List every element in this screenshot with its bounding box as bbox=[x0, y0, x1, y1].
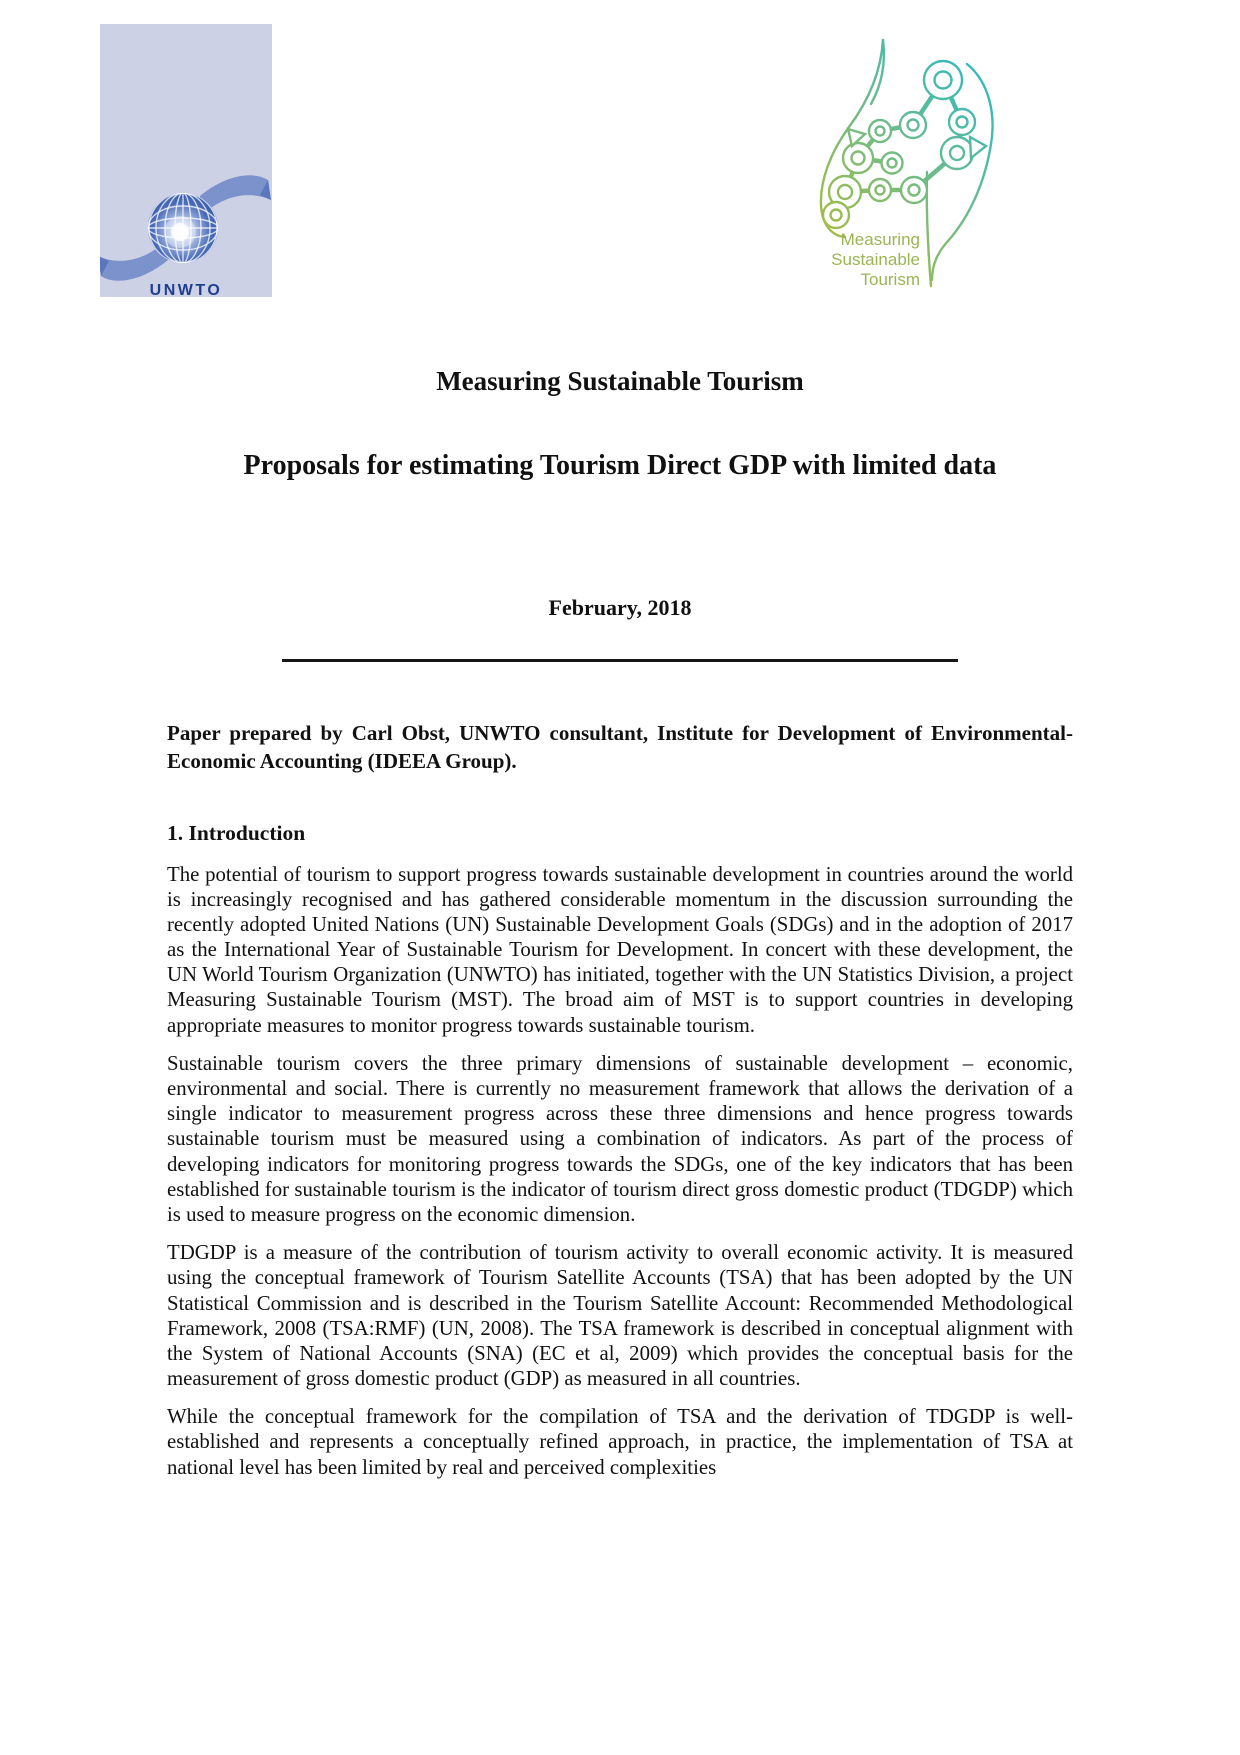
mst-logo bbox=[730, 30, 1000, 296]
mst-logo-line: Sustainable bbox=[831, 250, 920, 269]
paragraph: Sustainable tourism covers the three primary dimensions of sustainable development – economic, environmental and social. There is currently no measurement framework that allows the derivation of a single indicator to measurement progress across these three dimensions and hence progress towards sustainable tourism must be measured using a combination of indicators. As part of the process of developing indicators for monitoring progress towards the SDGs, one of the key indicators that has been established for sustainable tourism is the indicator of tourism direct gross domestic product (TDGDP) which is used to measure progress on the economic dimension. bbox=[167, 1052, 1073, 1226]
mst-logo-line: Tourism bbox=[860, 270, 920, 289]
unwto-globe-icon bbox=[100, 24, 272, 297]
page-subtitle: Proposals for estimating Tourism Direct GDP with limited data bbox=[243, 450, 997, 481]
unwto-logo bbox=[100, 24, 272, 297]
body-text bbox=[167, 862, 1073, 1493]
paragraph: While the conceptual framework for the compilation of TSA and the derivation of TDGDP is well-established and represents a conceptually refined approach, in practice, the implementation of TSA at national level has been limited by real and perceived complexities bbox=[167, 1405, 1073, 1479]
mst-logo-line: Measuring bbox=[840, 230, 920, 249]
byline: Paper prepared by Carl Obst, UNWTO consultant, Institute for Development of Environmental-Economic Accounting (IDEEA Group). bbox=[167, 721, 1073, 773]
section-heading-introduction: 1. Introduction bbox=[167, 821, 306, 845]
page-title: Measuring Sustainable Tourism bbox=[436, 366, 804, 396]
document-date: February, 2018 bbox=[548, 595, 692, 620]
mst-logo-text bbox=[730, 230, 920, 290]
unwto-label: UNWTO bbox=[149, 282, 223, 299]
horizontal-rule bbox=[282, 659, 958, 662]
paragraph: The potential of tourism to support progress towards sustainable development in countries around the world is increasingly recognised and has gathered considerable momentum in the discussion surrounding the recently adopted United Nations (UN) Sustainable Development Goals (SDGs) and in the adoption of 2017 as the International Year of Sustainable Tourism for Development. In concert with these development, the UN World Tourism Organization (UNWTO) has initiated, together with the UN Statistics Division, a project Measuring Sustainable Tourism (MST). The broad aim of MST is to support countries in developing appropriate measures to monitor progress towards sustainable tourism. bbox=[167, 863, 1073, 1037]
paragraph: TDGDP is a measure of the contribution of tourism activity to overall economic activity. It is measured using the conceptual framework of Tourism Satellite Accounts (TSA) that has been adopted by the UN Statistical Commission and is described in the Tourism Satellite Account: Recommended Methodological Framework, 2008 (TSA:RMF) (UN, 2008). The TSA framework is described in conceptual alignment with the System of National Accounts (SNA) (EC et al, 2009) which provides the conceptual basis for the measurement of gross domestic product (GDP) as measured in all countries. bbox=[167, 1241, 1073, 1390]
